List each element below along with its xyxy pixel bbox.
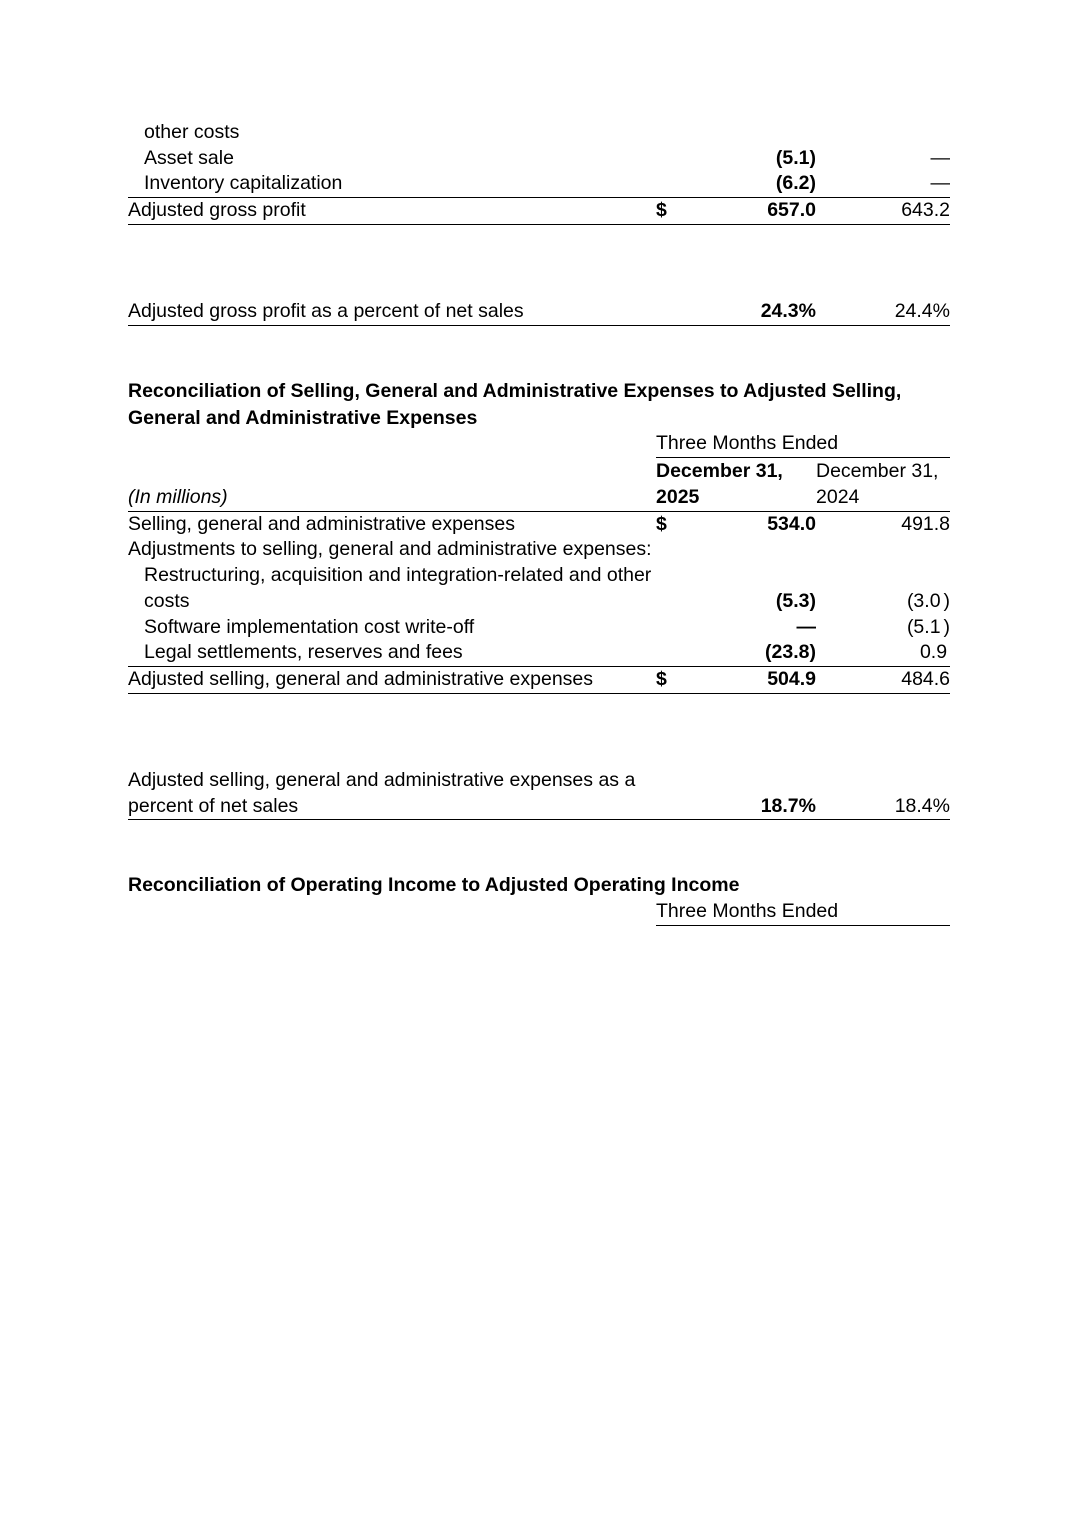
value-2024: (5.1 ) (906, 615, 951, 638)
table-row (128, 615, 950, 641)
table-row-sga-expenses (128, 511, 950, 537)
table-row (128, 640, 950, 666)
value-2024: — (930, 146, 950, 169)
currency-cell: $ (656, 511, 696, 537)
three-months-ended-header: Three Months Ended (656, 432, 839, 455)
table-row (128, 171, 950, 197)
row-label: Adjusted gross profit (128, 198, 656, 225)
spacer (128, 694, 952, 768)
column-header-2025-line1: December 31, (656, 460, 783, 483)
table-row-total-adjusted-gross-profit (128, 198, 950, 225)
adjusted-sga-percent-table (128, 768, 950, 820)
currency-cell: $ (656, 667, 696, 694)
table-header-span-row (128, 431, 950, 457)
currency-cell (656, 171, 696, 197)
spacer (128, 326, 952, 378)
value-2024: (3.0 ) (906, 589, 951, 612)
three-months-ended-header: Three Months Ended (656, 900, 839, 923)
value-2025: (23.8) (765, 641, 816, 664)
spacer (128, 820, 952, 872)
value-2025: 504.9 (696, 667, 816, 694)
value-2024: 643.2 (830, 198, 950, 225)
value-2025: 18.7% (696, 768, 816, 820)
value-2024: 24.4% (830, 299, 950, 325)
column-header-2024-line1: December 31, (816, 460, 939, 483)
table-row-total-adjusted-sga (128, 667, 950, 694)
column-header-2024-line2: 2024 (816, 485, 860, 508)
table-header-span-row (128, 899, 950, 925)
row-label: Adjusted gross profit as a percent of net sales (128, 299, 656, 325)
row-label: Software implementation cost write-off (144, 615, 475, 638)
value-2025: (6.2) (775, 172, 816, 195)
spacer (128, 225, 952, 299)
value-2024: 491.8 (830, 511, 950, 537)
currency-cell (656, 299, 696, 325)
value-2024: 484.6 (830, 667, 950, 694)
row-label: Adjusted selling, general and administrative expenses as a percent of net sales (128, 768, 656, 820)
operating-income-section-title: Reconciliation of Operating Income to Adjusted Operating Income (128, 874, 740, 897)
value-2025: — (796, 615, 816, 638)
table-header-dates-row (128, 459, 950, 511)
row-label: Restructuring, acquisition and integration-related and other costs (144, 564, 652, 612)
adjusted-sga-table (128, 431, 950, 693)
header-rule-row (128, 925, 950, 927)
row-label: other costs (144, 121, 240, 143)
row-label: Inventory capitalization (144, 172, 343, 195)
row-label: Legal settlements, reserves and fees (144, 641, 463, 664)
value-2025: (5.3) (775, 589, 816, 612)
sga-section-title: Reconciliation of Selling, General and Administrative Expenses to Adjusted Selling, General and Administrative Expenses (128, 379, 902, 429)
header-rule (656, 925, 950, 927)
column-header-2025 (656, 459, 816, 511)
column-header-2024 (816, 459, 950, 511)
table-row-sga-percent (128, 768, 950, 820)
table-row (128, 563, 950, 614)
value-2025: 24.3% (696, 299, 816, 325)
table-row-continued-label (128, 120, 950, 146)
row-label: Adjusted selling, general and administrative expenses (128, 667, 656, 694)
value-2024: 18.4% (830, 768, 950, 820)
value-2025: 657.0 (696, 198, 816, 225)
value-2025: 534.0 (696, 511, 816, 537)
row-label: Selling, general and administrative expenses (128, 511, 656, 537)
adjusted-gross-profit-percent-table (128, 299, 950, 326)
value-2024: — (930, 172, 950, 195)
table-row-gross-profit-percent (128, 299, 950, 325)
value-2025 (696, 120, 816, 146)
adjusted-gross-profit-table (128, 120, 950, 225)
table-row (128, 146, 950, 172)
row-label: Asset sale (144, 146, 234, 169)
currency-cell (656, 146, 696, 172)
row-label: Adjustments to selling, general and administrative expenses: (128, 538, 652, 561)
currency-cell (656, 120, 696, 146)
table-row-adjustments-header (128, 537, 950, 563)
value-2024 (830, 120, 950, 146)
adjusted-operating-income-table (128, 899, 950, 927)
in-millions-note: (In millions) (128, 485, 228, 508)
currency-cell: $ (656, 198, 696, 225)
value-2024: 0.9 (919, 641, 948, 664)
value-2025: (5.1) (775, 146, 816, 169)
column-header-2025-line2: 2025 (656, 485, 700, 508)
